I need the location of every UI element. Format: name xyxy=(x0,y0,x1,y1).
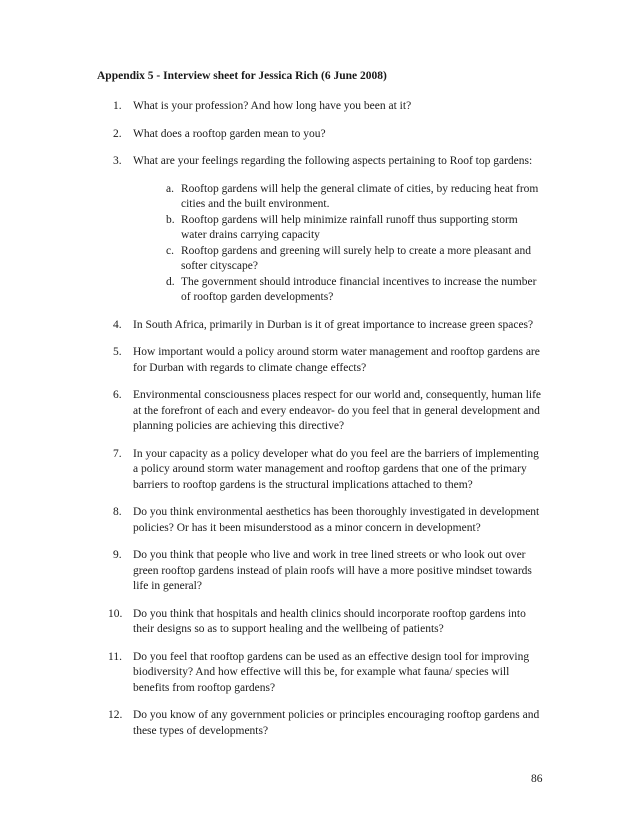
item-text: In your capacity as a policy developer what do you feel are the barriers of implementing a policy around storm water management and rooftop gardens that one of the primary barriers to rooftop gardens is the structural implications attached to them? xyxy=(133,447,539,491)
sub-item-text: Rooftop gardens and greening will surely help to create a more pleasant and softer cityscape? xyxy=(181,244,531,272)
sub-item-letter: d. xyxy=(166,275,175,288)
item-number: 9. xyxy=(113,549,122,561)
sub-list xyxy=(133,182,543,306)
item-number: 6. xyxy=(113,389,122,401)
page-title: Appendix 5 - Interview sheet for Jessica Rich (6 June 2008) xyxy=(97,70,387,82)
sub-list-item xyxy=(166,182,543,213)
item-text: Environmental consciousness places respect for our world and, consequently, human life at the forefront of each and every endeavor- do you feel that in general development and planning policies are achieving this directive? xyxy=(133,389,542,432)
page-number: 86 xyxy=(531,773,543,785)
item-number: 2. xyxy=(113,127,122,140)
sub-item-text: Rooftop gardens will help the general climate of cities, by reducing heat from cities and the built environment. xyxy=(181,182,539,210)
question-list xyxy=(108,99,543,751)
item-text: Do you feel that rooftop gardens can be used as an effective design tool for improving biodiversity? And how effective will this be, for example what fauna/ species will benefits from rooftop gardens? xyxy=(133,650,530,694)
item-number: 5. xyxy=(113,346,122,358)
item-number: 4. xyxy=(113,318,122,331)
item-number: 8. xyxy=(113,506,122,518)
sub-item-text: Rooftop gardens will help minimize rainfall runoff thus supporting storm water drains carrying capacity xyxy=(181,213,518,241)
item-number: 10. xyxy=(108,607,123,620)
sub-item-letter: c. xyxy=(166,244,174,257)
list-item xyxy=(113,345,543,376)
item-number: 3. xyxy=(113,155,122,167)
item-text: Do you think that people who live and work in tree lined streets or who look out over green rooftop gardens instead of plain roofs will have a more positive mindset towards life in general? xyxy=(133,549,532,592)
item-text: What is your profession? And how long have you been at it? xyxy=(133,100,412,112)
sub-item-text: The government should introduce financial incentives to increase the number of rooftop garden developments? xyxy=(181,275,537,303)
item-text: Do you know of any government policies or principles encouraging rooftop gardens and these types of developments? xyxy=(133,709,540,737)
sub-item-letter: b. xyxy=(166,213,175,226)
item-text: What are your feelings regarding the following aspects pertaining to Roof top gardens: xyxy=(133,155,533,167)
list-item xyxy=(113,447,543,494)
list-item xyxy=(108,650,543,697)
list-item xyxy=(113,127,543,143)
sub-list-item xyxy=(166,275,543,306)
sub-item-letter: a. xyxy=(166,182,174,195)
list-item xyxy=(108,708,543,739)
item-text: How important would a policy around storm water management and rooftop gardens are for Durban with regards to climate change effects? xyxy=(133,346,540,374)
sub-list-item xyxy=(166,244,543,275)
item-text: In South Africa, primarily in Durban is it of great importance to increase green spaces? xyxy=(133,318,534,331)
list-item xyxy=(113,388,543,435)
item-number: 11. xyxy=(108,650,122,663)
item-number: 7. xyxy=(113,447,122,460)
item-text: Do you think that hospitals and health clinics should incorporate rooftop gardens into their designs so as to support healing and the wellbeing of patients? xyxy=(133,607,526,635)
item-number: 1. xyxy=(113,100,122,112)
list-item xyxy=(113,318,543,334)
list-item xyxy=(113,505,543,536)
list-item xyxy=(113,548,543,595)
list-item xyxy=(113,154,543,306)
item-number: 12. xyxy=(108,709,123,721)
item-text: Do you think environmental aesthetics has been thoroughly investigated in development policies? Or has it been misunderstood as a minor concern in development? xyxy=(133,506,540,534)
item-text: What does a rooftop garden mean to you? xyxy=(133,127,326,140)
sub-list-item xyxy=(166,213,543,244)
list-item xyxy=(108,607,543,638)
list-item xyxy=(113,99,543,115)
